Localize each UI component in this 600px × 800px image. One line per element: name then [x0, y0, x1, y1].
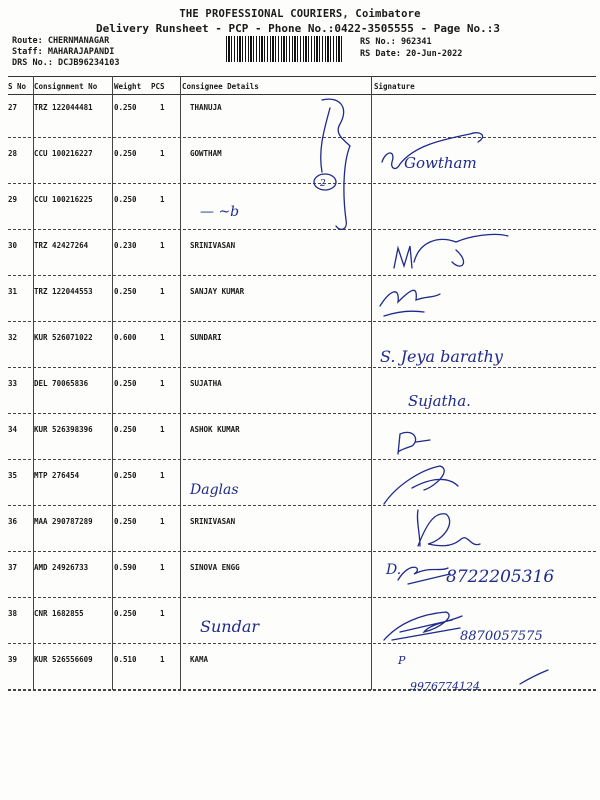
row-pcs: 1	[160, 517, 165, 526]
douglas-hw: Daglas	[190, 482, 239, 498]
phone-39-hw: 9976774124	[410, 680, 480, 693]
p-mark-hw: P	[398, 654, 406, 667]
row-consignment-no: DEL 70065836	[34, 379, 89, 388]
row-sno: 28	[8, 149, 18, 158]
phone-38-hw: 8870057575	[460, 629, 543, 644]
row-consignment-no: CCU 100216225	[34, 195, 93, 204]
col-consignment: Consignment No	[34, 82, 98, 91]
brace-scribble	[322, 99, 350, 229]
row-sno: 32	[8, 333, 18, 342]
row-separator	[8, 137, 596, 138]
row-sno: 31	[8, 287, 18, 296]
row-consignment-no: CCU 100216227	[34, 149, 93, 158]
amd-sig	[398, 567, 450, 584]
cnr-sig	[384, 612, 462, 640]
row-sno: 35	[8, 471, 18, 480]
row-consignee: SRINIVASAN	[190, 241, 236, 250]
row-sno: 38	[8, 609, 18, 618]
row-sno: 39	[8, 655, 18, 664]
header-top-rule	[8, 76, 596, 77]
row-weight: 0.250	[114, 471, 137, 480]
row-sno: 30	[8, 241, 18, 250]
srinivasan-mark	[394, 234, 508, 268]
row-consignment-no: TRZ 122044553	[34, 287, 93, 296]
row-pcs: 1	[160, 103, 165, 112]
row-separator	[8, 597, 596, 598]
row-sno: 34	[8, 425, 18, 434]
row-consignment-no: KUR 526398396	[34, 425, 93, 434]
col-signature: Signature	[374, 82, 415, 91]
row-weight: 0.590	[114, 563, 137, 572]
sujatha-hw: Sujatha.	[408, 392, 471, 410]
company-title: THE PROFESSIONAL COURIERS, Coimbatore	[179, 8, 421, 20]
row-consignment-no: AMD 24926733	[34, 563, 89, 572]
row-consignee: SANJAY KUMAR	[190, 287, 245, 296]
row-separator	[8, 229, 596, 230]
sanjay-sig	[380, 290, 440, 316]
phone-37-hw: 8722205316	[446, 567, 555, 587]
row-weight: 0.250	[114, 149, 137, 158]
meta-left	[12, 36, 119, 69]
table-bottom-rule	[8, 690, 596, 691]
row-weight: 0.230	[114, 241, 137, 250]
row-pcs: 1	[160, 287, 165, 296]
mtp-sig	[384, 466, 458, 504]
drs-number: DRS No.: DCJB96234103	[12, 58, 120, 68]
row-consignment-no: TRZ 122044481	[34, 103, 93, 112]
dash-mark-29: — ~b	[200, 204, 240, 220]
header-bottom-rule	[8, 94, 596, 95]
row-pcs: 1	[160, 195, 165, 204]
row-pcs: 1	[160, 149, 165, 158]
row-separator	[8, 643, 596, 644]
row-consignment-no: MTP 276454	[34, 471, 80, 480]
row-consignment-no: CNR 1682855	[34, 609, 84, 618]
row-consignee: THANUJA	[190, 103, 222, 112]
row-pcs: 1	[160, 609, 165, 618]
brace-scribble	[321, 108, 330, 172]
row-pcs: 1	[160, 333, 165, 342]
row-sno: 27	[8, 103, 18, 112]
row-pcs: 1	[160, 425, 165, 434]
note-29-hw: 2	[320, 179, 326, 189]
ashok-sig	[398, 432, 430, 454]
row-separator	[8, 275, 596, 276]
row-consignee: ASHOK KUMAR	[190, 425, 240, 434]
row-weight: 0.250	[114, 425, 137, 434]
rs-date: RS Date: 20-Jun-2022	[360, 49, 463, 59]
row-consignee: KAMA	[190, 655, 209, 664]
row-separator	[8, 183, 596, 184]
row-consignee: SUNDARI	[190, 333, 222, 342]
row-pcs: 1	[160, 241, 165, 250]
circled-note	[314, 174, 336, 190]
row-separator	[8, 459, 596, 460]
row-weight: 0.250	[114, 287, 137, 296]
srinivasan-mark	[452, 250, 464, 266]
runsheet-subtitle: Delivery Runsheet - PCP - Phone No.:0422-3505555 - Page No.:3	[96, 22, 500, 35]
row-sno: 36	[8, 517, 18, 526]
row-consignment-no: MAA 290787289	[34, 517, 93, 526]
row-weight: 0.250	[114, 609, 137, 618]
jeyabarathy-hw: S. Jeya barathy	[380, 347, 503, 366]
row-separator	[8, 413, 596, 414]
row-weight: 0.250	[114, 195, 137, 204]
row-separator	[8, 551, 596, 552]
row-consignment-no: TRZ 42427264	[34, 241, 89, 250]
row-sno: 33	[8, 379, 18, 388]
table-header	[8, 80, 596, 94]
row-weight: 0.250	[114, 517, 137, 526]
row-weight: 0.600	[114, 333, 137, 342]
row-pcs: 1	[160, 563, 165, 572]
rs-number: RS No.: 962341	[360, 37, 432, 47]
row-separator	[8, 321, 596, 322]
row-weight: 0.510	[114, 655, 137, 664]
col-weight: Weight	[114, 82, 142, 91]
route-label: Route: CHERNMANAGAR	[12, 36, 110, 46]
thanuja-sig	[382, 133, 483, 169]
row-pcs: 1	[160, 471, 165, 480]
staff-label: Staff: MAHARAJAPANDI	[12, 47, 115, 57]
gowtham-hw: Gowtham	[404, 154, 477, 172]
col-consignee: Consignee Details	[182, 82, 259, 91]
row-separator	[8, 367, 596, 368]
row-consignee: SUJATHA	[190, 379, 222, 388]
row-sno: 37	[8, 563, 18, 572]
row-separator	[8, 505, 596, 506]
barcode-image	[226, 36, 344, 62]
row-weight: 0.250	[114, 103, 137, 112]
row-consignee: SINOVA ENGG	[190, 563, 240, 572]
col-sno: S No	[8, 82, 27, 91]
row-consignee: GOWTHAM	[190, 149, 222, 158]
row-pcs: 1	[160, 655, 165, 664]
row-consignee: SRINIVASAN	[190, 517, 236, 526]
maa-sig	[417, 510, 480, 546]
col-pcs: PCS	[151, 82, 165, 91]
row-consignment-no: KUR 526071022	[34, 333, 93, 342]
row-pcs: 1	[160, 379, 165, 388]
d-mark-hw: D.	[386, 562, 402, 578]
row-weight: 0.250	[114, 379, 137, 388]
row-consignment-no: KUR 526556609	[34, 655, 93, 664]
meta-right	[360, 36, 462, 60]
check-mark	[520, 670, 548, 684]
sundar-hw: Sundar	[200, 617, 259, 636]
row-sno: 29	[8, 195, 18, 204]
